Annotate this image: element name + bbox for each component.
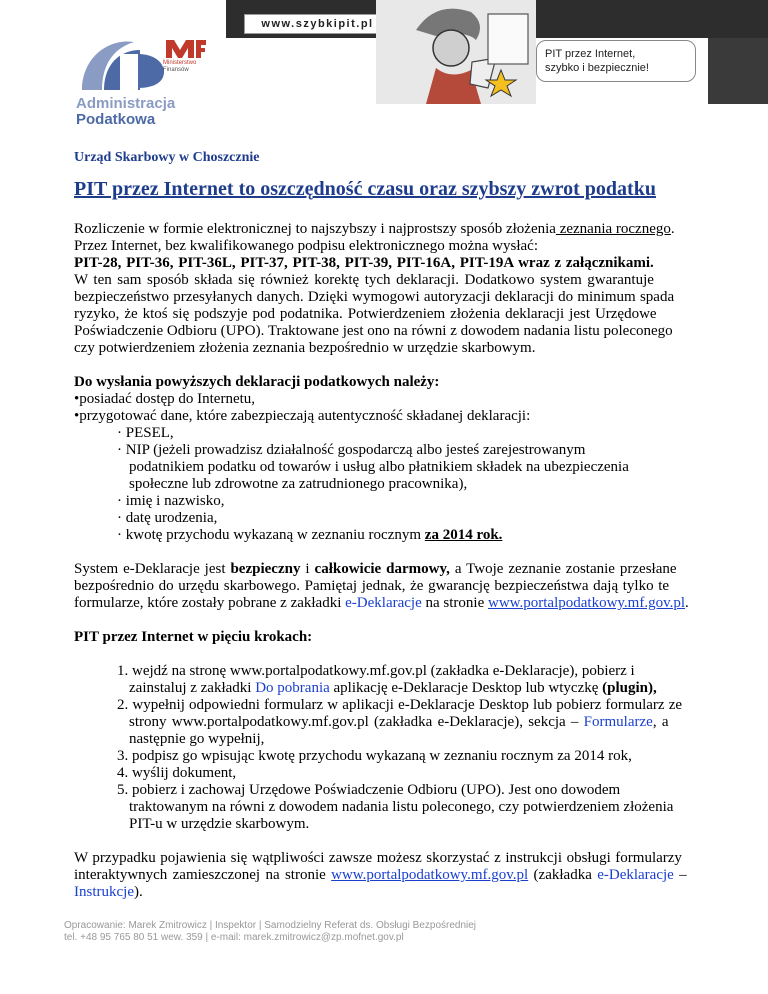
closing-e-deklaracje-link[interactable]: e-Deklaracje [597,867,674,883]
system-line-1 [74,561,677,578]
closing-line-3 [74,884,143,901]
data-birth-date: · datę urodzenia, [117,510,218,526]
intro-line-1 [74,221,675,238]
closing-end: ). [133,884,143,900]
step-2-text-2: , a [652,714,669,730]
step-1-text: zainstaluj z zakładki [129,680,256,696]
administracja-podatkowa-wordmark [76,96,175,128]
banner-url: www.szybkipit.pl [244,14,391,34]
data-income-text: · kwotę przychodu wykazaną w zeznaniu rocznym [117,527,425,543]
office-name: Urząd Skarbowy w Choszcznie [74,150,260,165]
step-1-plugin: (plugin), [602,680,657,696]
banner-right-panel [708,38,768,104]
formularze-link[interactable]: Formularze [583,714,653,730]
ap-logo-line1: Administracja [76,95,176,112]
instrukcje-link[interactable]: Instrukcje [74,884,134,900]
closing-line-1: W przypadku pojawienia się wątpliwości zawsze możesz skorzystać z instrukcji obsługi formularzy [74,850,682,866]
system-text-3a: formularze, które zostały pobrane z zakładki [74,595,346,611]
cartoon-character-laptop-illustration-icon [376,0,536,104]
requirement-internet: •posiadać dostęp do Internetu, [74,391,256,407]
system-text-c: i [300,561,315,577]
step-2-cont [129,714,668,731]
requirement-data: •przygotować dane, które zabezpieczają autentyczność składanej deklaracji: [74,408,531,424]
banner-slogan-line2: szybko i bezpiecznie! [545,62,649,74]
data-nip-cont-1: podatnikiem podatku od towarów i usług albo płatnikiem składek na ubezpieczenia [129,459,629,475]
footer-contact: tel. +48 95 765 80 51 wew. 359 | e-mail: marek.zmitrowicz@zp.mofnet.gov.pl [64,932,404,943]
intro-line-7: Poświadczenie Odbioru (UPO). Traktowane jest ono na równi z dowodem nadania listu poleconego [74,323,673,339]
closing-dash: – [673,867,687,883]
intro-zeznania-rocznego: zeznania rocznego [555,221,671,237]
step-4: 4. wyślij dokument, [117,765,237,781]
portal-link[interactable]: www.portalpodatkowy.mf.gov.pl [487,595,686,611]
footer-author: Opracowanie: Marek Zmitrowicz | Inspektor | Samodzielny Referat ds. Obsługi Bezpośredniej [64,920,477,931]
intro-line-8: czy potwierdzeniem złożenia zeznania bezpośrednio w urzędzie skarbowym. [74,340,536,356]
mf-logo-line2: Finansów [163,67,189,73]
intro-line-4: W ten sam sposób składa się również korektę tych deklaracji. Dodatkowo system gwarantuje [74,272,654,288]
banner-speech-bubble [536,40,696,82]
requirements-heading: Do wysłania powyższych deklaracji podatkowych należy: [74,374,440,390]
data-income [117,527,502,544]
step-2-cont-2: następnie go wypełnij, [129,731,265,747]
ap-logo-line2: Podatkowa [76,111,156,128]
system-bezpieczny: bezpieczny [230,561,301,577]
data-nip: · NIP (jeżeli prowadzisz działalność gospodarczą albo jesteś zarejestrowanym [117,442,586,458]
system-line-3 [74,595,689,612]
steps-heading: PIT przez Internet w pięciu krokach: [74,629,313,645]
mf-wordmark [163,60,196,74]
mf-logo-line1: Ministerstwo [163,60,197,66]
intro-line-5: bezpieczeństwo przesyłanych danych. Dzięki wymogowi autoryzacji deklaracji do minimum spada [74,289,675,305]
system-darmowy: całkowicie darmowy, [314,561,450,577]
step-5: 5. pobierz i zachowaj Urzędowe Poświadczenie Odbioru (UPO). Jest ono dowodem [117,782,621,798]
step-5-cont-2: PIT-u w urzędzie skarbowym. [129,816,310,832]
system-text-3c: na stronie [421,595,488,611]
system-text-a: System e-Deklaracje jest [74,561,231,577]
system-text-e: a Twoje zeznanie zostanie przesłane [449,561,677,577]
banner-slogan-line1: PIT przez Internet, [545,48,636,60]
do-pobrania-link[interactable]: Do pobrania [255,680,330,696]
closing-text-d: (zakładka [528,867,598,883]
intro-text: Rozliczenie w formie elektronicznej to najszybszy i najprostszy sposób złożenia [74,221,556,237]
page-header [0,0,768,140]
step-3: 3. podpisz go wpisując kwotę przychodu wykazaną w zeznaniu rocznym za 2014 rok, [117,748,632,764]
data-nip-cont-2: społeczne lub zdrowotne za zatrudnionego pracownika), [129,476,468,492]
system-period: . [685,595,689,611]
closing-text-b: interaktywnych zamieszczonej na stronie [74,867,332,883]
step-1-text-2: aplikację e-Deklaracje Desktop lub wtyczkę [329,680,603,696]
closing-portal-link[interactable]: www.portalpodatkowy.mf.gov.pl [331,867,529,883]
step-5-cont: traktowanym na równi z dowodem nadania listu poleconego, czy potwierdzeniem złożenia [129,799,674,815]
intro-pit-list: PIT-28, PIT-36, PIT-36L, PIT-37, PIT-38, PIT-39, PIT-16A, PIT-19A wraz z załącznikami. [74,255,654,271]
system-line-2: bezpośrednio do urzędu skarbowego. Pamiętaj jednak, że gwarancję bezpieczeństwa dają tylko te [74,578,670,594]
data-name-surname: · imię i nazwisko, [117,493,225,509]
page-footer [64,920,476,944]
step-2-text: strony www.portalpodatkowy.mf.gov.pl (zakładka e-Deklaracje), sekcja – [129,714,584,730]
data-pesel: · PESEL, [117,425,174,441]
step-1-cont [129,680,657,697]
intro-line-6: ryzyko, że ktoś się podszyje pod podatnika. Potwierdzeniem złożenia deklaracji jest Urzędowe [74,306,657,322]
page-title: PIT przez Internet to oszczędność czasu oraz szybszy zwrot podatku [74,178,656,200]
intro-line-2: Przez Internet, bez kwalifikowanego podpisu elektronicznego można wysłać: [74,238,538,254]
data-income-year: za 2014 rok. [424,527,503,543]
closing-line-2 [74,867,687,884]
intro-period: . [670,221,675,237]
e-deklaracje-tab-link[interactable]: e-Deklaracje [345,595,422,611]
step-1: 1. wejdź na stronę www.portalpodatkowy.mf.gov.pl (zakładka e-Deklaracje), pobierz i [117,663,635,679]
szybkipit-banner [226,0,768,104]
step-2: 2. wypełnij odpowiedni formularz w aplikacji e-Deklaracje Desktop lub pobierz formularz ze [117,697,683,713]
